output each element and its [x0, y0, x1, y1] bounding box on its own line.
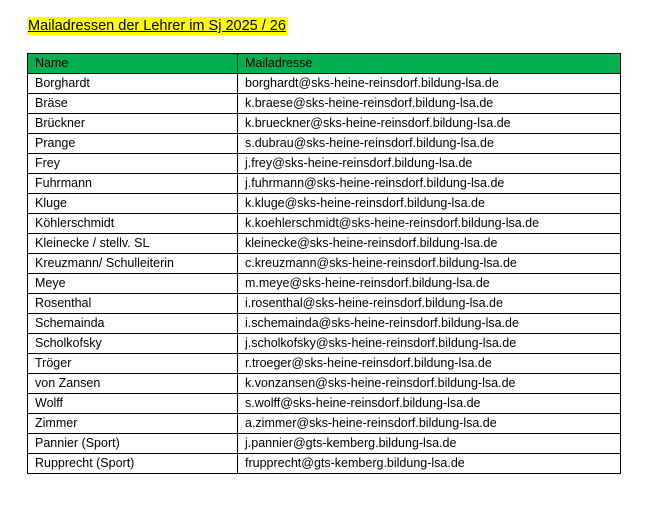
teacher-mail-cell: a.zimmer@sks-heine-reinsdorf.bildung-lsa.de	[238, 414, 621, 434]
teacher-mail-cell: k.koehlerschmidt@sks-heine-reinsdorf.bildung-lsa.de	[238, 214, 621, 234]
table-row	[28, 334, 621, 354]
teacher-mail-cell: c.kreuzmann@sks-heine-reinsdorf.bildung-lsa.de	[238, 254, 621, 274]
table-row	[28, 274, 621, 294]
teacher-mail-cell: i.rosenthal@sks-heine-reinsdorf.bildung-lsa.de	[238, 294, 621, 314]
teacher-name-cell: Pannier (Sport)	[28, 434, 238, 454]
teacher-mail-cell: k.brueckner@sks-heine-reinsdorf.bildung-lsa.de	[238, 114, 621, 134]
teacher-name-cell: Frey	[28, 154, 238, 174]
table-row	[28, 374, 621, 394]
table-row	[28, 194, 621, 214]
teacher-mail-cell: s.wolff@sks-heine-reinsdorf.bildung-lsa.de	[238, 394, 621, 414]
table-row	[28, 414, 621, 434]
table-header-row	[28, 54, 621, 74]
table-row	[28, 254, 621, 274]
page-title: Mailadressen der Lehrer im Sj 2025 / 26	[28, 18, 286, 34]
teacher-mail-table	[27, 53, 621, 474]
teacher-name-cell: Fuhrmann	[28, 174, 238, 194]
table-row	[28, 94, 621, 114]
teacher-name-cell: Prange	[28, 134, 238, 154]
teacher-mail-cell: k.vonzansen@sks-heine-reinsdorf.bildung-lsa.de	[238, 374, 621, 394]
teacher-mail-cell: j.fuhrmann@sks-heine-reinsdorf.bildung-lsa.de	[238, 174, 621, 194]
teacher-mail-cell: j.scholkofsky@sks-heine-reinsdorf.bildung-lsa.de	[238, 334, 621, 354]
teacher-name-cell: Zimmer	[28, 414, 238, 434]
teacher-name-cell: Kluge	[28, 194, 238, 214]
table-row	[28, 354, 621, 374]
teacher-mail-cell: j.pannier@gts-kemberg.bildung-lsa.de	[238, 434, 621, 454]
table-row	[28, 74, 621, 94]
table-row	[28, 394, 621, 414]
table-row	[28, 434, 621, 454]
teacher-mail-cell: m.meye@sks-heine-reinsdorf.bildung-lsa.de	[238, 274, 621, 294]
teacher-mail-cell: k.braese@sks-heine-reinsdorf.bildung-lsa.de	[238, 94, 621, 114]
column-header-name: Name	[28, 54, 238, 74]
table-row	[28, 234, 621, 254]
table-row	[28, 454, 621, 474]
teacher-name-cell: Kleinecke / stellv. SL	[28, 234, 238, 254]
teacher-mail-cell: frupprecht@gts-kemberg.bildung-lsa.de	[238, 454, 621, 474]
teacher-name-cell: von Zansen	[28, 374, 238, 394]
teacher-name-cell: Rosenthal	[28, 294, 238, 314]
teacher-name-cell: Meye	[28, 274, 238, 294]
table-row	[28, 134, 621, 154]
teacher-name-cell: Scholkofsky	[28, 334, 238, 354]
table-row	[28, 114, 621, 134]
teacher-name-cell: Schemainda	[28, 314, 238, 334]
table-row	[28, 294, 621, 314]
teacher-name-cell: Köhlerschmidt	[28, 214, 238, 234]
teacher-mail-cell: k.kluge@sks-heine-reinsdorf.bildung-lsa.de	[238, 194, 621, 214]
table-row	[28, 314, 621, 334]
teacher-name-cell: Bräse	[28, 94, 238, 114]
teacher-mail-cell: kleinecke@sks-heine-reinsdorf.bildung-lsa.de	[238, 234, 621, 254]
teacher-name-cell: Kreuzmann/ Schulleiterin	[28, 254, 238, 274]
teacher-mail-cell: j.frey@sks-heine-reinsdorf.bildung-lsa.de	[238, 154, 621, 174]
teacher-name-cell: Brückner	[28, 114, 238, 134]
table-row	[28, 174, 621, 194]
table-row	[28, 154, 621, 174]
table-row	[28, 214, 621, 234]
teacher-mail-cell: i.schemainda@sks-heine-reinsdorf.bildung-lsa.de	[238, 314, 621, 334]
teacher-name-cell: Tröger	[28, 354, 238, 374]
teacher-mail-cell: borghardt@sks-heine-reinsdorf.bildung-lsa.de	[238, 74, 621, 94]
teacher-name-cell: Wolff	[28, 394, 238, 414]
teacher-mail-cell: s.dubrau@sks-heine-reinsdorf.bildung-lsa.de	[238, 134, 621, 154]
teacher-name-cell: Rupprecht (Sport)	[28, 454, 238, 474]
column-header-mail: Mailadresse	[238, 54, 621, 74]
teacher-name-cell: Borghardt	[28, 74, 238, 94]
teacher-mail-cell: r.troeger@sks-heine-reinsdorf.bildung-lsa.de	[238, 354, 621, 374]
